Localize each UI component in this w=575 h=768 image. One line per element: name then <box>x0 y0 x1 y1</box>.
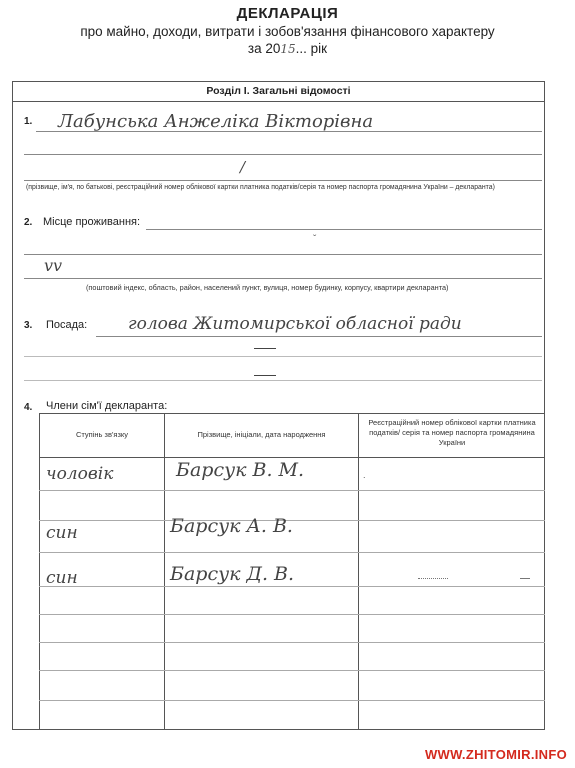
item1-line-3 <box>24 180 542 181</box>
table-row-line <box>39 614 545 615</box>
section-title: Розділ І. Загальні відомості <box>12 81 545 102</box>
table-row-line <box>39 670 545 671</box>
table-row-line <box>39 642 545 643</box>
member-name-cell: Барсук Д. В. <box>170 563 295 585</box>
table-row-line <box>39 552 545 553</box>
year-handwritten: 15 <box>280 42 296 56</box>
table-row-line <box>39 490 545 491</box>
item2-line-3 <box>24 278 542 279</box>
table-header-divider <box>39 457 545 458</box>
relation-cell: син <box>46 568 78 588</box>
document-title: ДЕКЛАРАЦІЯ <box>236 5 339 22</box>
item2-caption: (поштовий індекс, область, район, населений пункт, вулиця, номер будинку, корпусу, квартири декларанта) <box>86 283 449 292</box>
member-name-cell: Барсук А. В. <box>170 515 293 537</box>
table-row-line <box>39 586 545 587</box>
registration-dash <box>418 578 448 579</box>
item3-line-1 <box>96 336 542 337</box>
item4-number: 4. <box>24 402 33 413</box>
table-col-divider-1 <box>164 413 165 730</box>
item3-line-2 <box>24 356 542 357</box>
item1-line-1 <box>36 131 542 132</box>
item3-line-3 <box>24 380 542 381</box>
col-header-relation: Ступінь зв'язку <box>75 430 129 439</box>
position-value: голова Житомирської обласної ради <box>128 314 462 334</box>
col-header-registration: Реєстраційний номер облікової картки платника податків/ серія та номер паспорта громадянина України <box>368 418 536 447</box>
item1-line-2 <box>24 154 542 155</box>
col-header-name: Прізвище, ініціали, дата народження <box>197 430 326 439</box>
relation-cell: чоловік <box>46 464 114 484</box>
item2-line-2 <box>24 254 542 255</box>
item3-label: Посада: <box>46 319 88 331</box>
site-watermark: WWW.ZHITOMIR.INFO <box>424 747 567 762</box>
table-col-divider-2 <box>358 413 359 730</box>
item1-caption: (прізвище, ім'я, по батькові, реєстраційний номер облікової картки платника податків/серія та номер паспорта громадянина України – декларанта) <box>26 184 495 191</box>
member-name-cell: Барсук В. М. <box>176 459 305 481</box>
item3-dash-1 <box>254 348 276 349</box>
item4-label: Члени сім'ї декларанта: <box>46 400 168 412</box>
item2-number: 2. <box>24 217 33 228</box>
year-suffix: ... рік <box>295 41 328 56</box>
item2-tick: ˇ <box>313 234 317 245</box>
item2-line-1 <box>146 229 542 230</box>
registration-dash <box>520 578 530 579</box>
declaration-year <box>0 41 575 56</box>
item2-label: Місце проживання: <box>43 216 141 228</box>
table-row-line <box>39 700 545 701</box>
item1-number: 1. <box>24 116 33 127</box>
year-prefix: за 20 <box>247 41 281 56</box>
residence-value: vv <box>44 256 63 275</box>
item3-number: 3. <box>24 320 33 331</box>
item3-dash-2 <box>254 375 276 376</box>
item1-mark: / <box>240 158 246 176</box>
registration-mark: . <box>363 470 366 480</box>
relation-cell: син <box>46 523 78 543</box>
document-subtitle: про майно, доходи, витрати і зобов'язання фінансового характеру <box>80 24 495 39</box>
declarant-name: Лабунська Анжеліка Вікторівна <box>58 111 374 132</box>
